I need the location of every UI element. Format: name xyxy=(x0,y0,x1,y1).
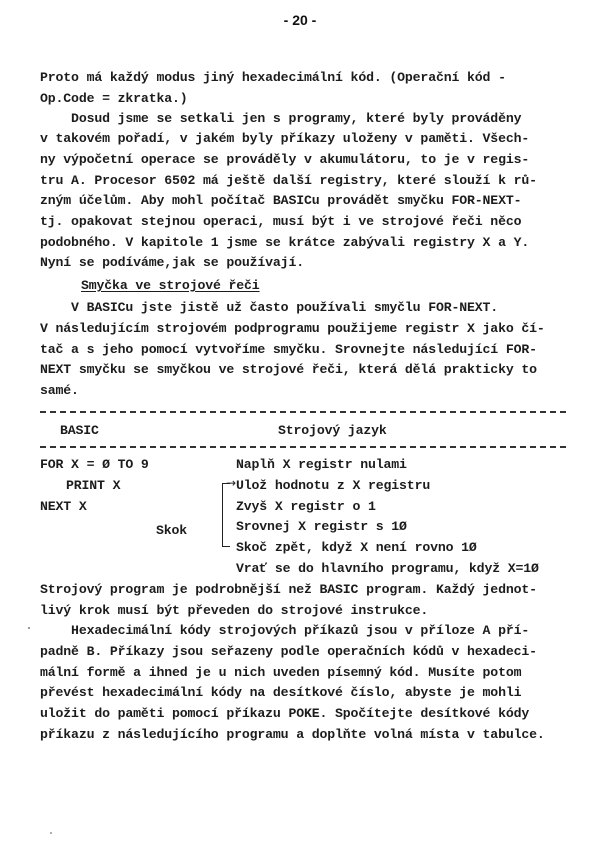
p1-line-2: v takovém pořadí, v jakém byly příkazy uloženy v paměti. Všech- xyxy=(40,131,530,146)
p4-line-1: Hexadecimální kódy strojových příkazů jsou v příloze A pří- xyxy=(40,623,530,638)
loop-jump-label: Skok xyxy=(156,523,188,538)
machine-line-1: Naplň X registr nulami xyxy=(236,457,407,472)
p3-line-2: livý krok musí být převeden do strojové instrukce. xyxy=(40,603,429,618)
p2-line-4: NEXT smyčku se smyčkou ve strojové řeči, která dělá prakticky to xyxy=(40,362,537,377)
basic-line-for: FOR X = Ø TO 9 xyxy=(40,457,149,472)
loop-arrow-icon: → xyxy=(226,476,237,490)
table-top-rule xyxy=(40,411,566,413)
section-heading: Smyčka ve strojové řeči xyxy=(81,278,260,293)
p1-line-5: zným účelům. Aby mohl počítač BASICu provádět smyčku FOR-NEXT- xyxy=(40,193,522,208)
p4-line-6: příkazu z následujícího programu a doplňte volná místa v tabulce. xyxy=(40,727,545,742)
table-header-machine: Strojový jazyk xyxy=(278,423,387,438)
intro-line-2: Op.Code = zkratka.) xyxy=(40,91,188,106)
p2-line-2: V následujícím strojovém podprogramu použijeme registr X jako čí- xyxy=(40,321,545,336)
intro-line-1: Proto má každý modus jiný hexadecimální kód. (Operační kód - xyxy=(40,70,506,85)
loop-bracket xyxy=(222,483,230,547)
p4-line-4: převést hexadecimální kódy na desítkové číslo, abyste je mohli xyxy=(40,685,522,700)
p2-line-5: samé. xyxy=(40,383,79,398)
machine-line-5: Skoč zpět, když X není rovno 1Ø xyxy=(236,540,477,555)
p2-line-3: tač a s jeho pomocí vytvoříme smyčku. Srovnejte následující FOR- xyxy=(40,342,537,357)
p1-line-7: podobného. V kapitole 1 jsme se krátce zabývali registry X a Y. xyxy=(40,235,530,250)
p1-line-4: tru A. Procesor 6502 má ještě další registry, které slouží k rů- xyxy=(40,173,537,188)
p1-line-6: tj. opakovat stejnou operaci, musí být i ve strojové řeči něco xyxy=(40,214,522,229)
scan-speck xyxy=(28,627,30,629)
table-header-basic: BASIC xyxy=(60,423,99,438)
p4-line-2: padně B. Příkazy jsou seřazeny podle operačních kódů v hexadeci- xyxy=(40,644,537,659)
machine-line-4: Srovnej X registr s 1Ø xyxy=(236,519,407,534)
p3-line-1: Strojový program je podrobnější než BASIC program. Každý jednot- xyxy=(40,582,537,597)
page-number: - 20 - xyxy=(283,12,317,28)
p1-line-1: Dosud jsme se setkali jen s programy, které byly prováděny xyxy=(40,111,522,126)
basic-line-next: NEXT X xyxy=(40,499,87,514)
p1-line-3: ny výpočetní operace se prováděly v akumulátoru, to je v regis- xyxy=(40,152,530,167)
p4-line-3: mální formě a ihned je u nich uveden písemný kód. Musíte potom xyxy=(40,665,522,680)
p2-line-1: V BASICu jste jistě už často používali smyčlu FOR-NEXT. xyxy=(40,300,499,315)
machine-line-2: Ulož hodnotu z X registru xyxy=(236,478,431,493)
p1-line-8: Nyní se podíváme,jak se používají. xyxy=(40,255,304,270)
table-header-rule xyxy=(40,446,566,448)
p4-line-5: uložit do paměti pomocí příkazu POKE. Spočítejte desítkové kódy xyxy=(40,706,530,721)
machine-line-6: Vrať se do hlavního programu, když X=1Ø xyxy=(236,561,539,576)
basic-line-print: PRINT X xyxy=(66,478,121,493)
scan-speck xyxy=(50,832,52,834)
machine-line-3: Zvyš X registr o 1 xyxy=(236,499,376,514)
